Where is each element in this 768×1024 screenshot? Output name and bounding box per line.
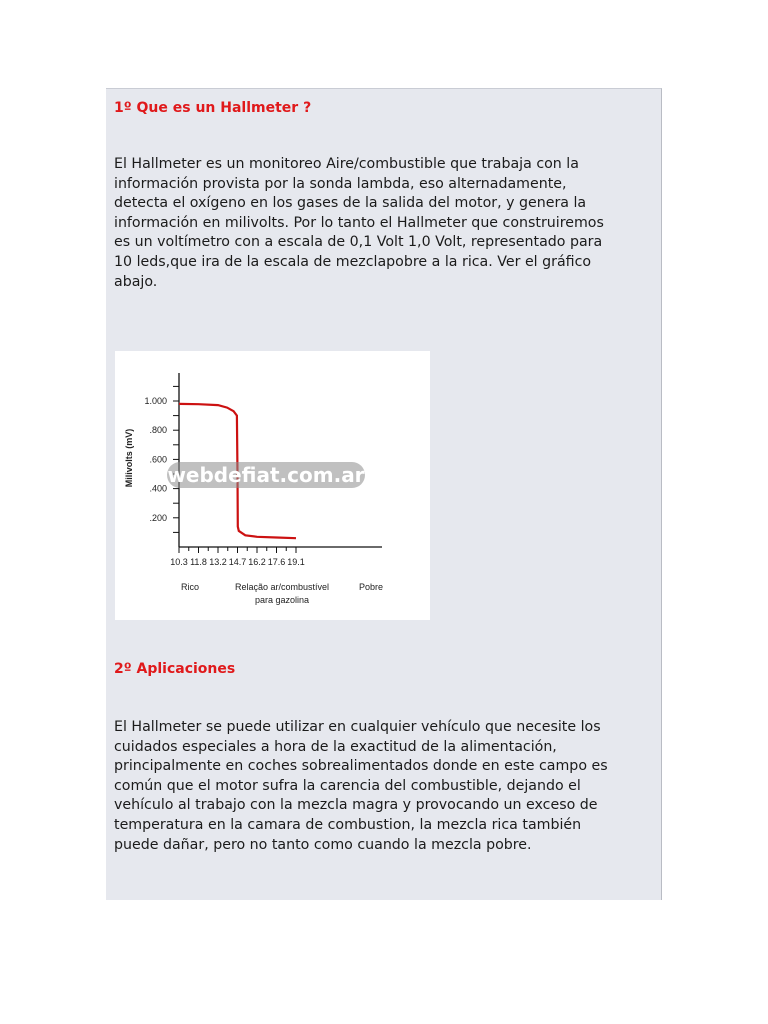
- x-axis-label-line2: para gazolina: [254, 595, 310, 605]
- x-tick-label: 19.1: [287, 557, 305, 567]
- y-tick-label: 1.000: [144, 396, 167, 406]
- watermark-text: webdefiat.com.ar: [167, 463, 365, 487]
- x-left-label: Rico: [180, 582, 200, 592]
- y-tick-label: .400: [149, 483, 167, 494]
- x-axis-label-line1: Relação ar/combustível: [234, 582, 330, 592]
- y-tick-label: .600: [149, 454, 167, 465]
- section2-heading: 2º Aplicaciones: [114, 661, 236, 677]
- watermark: [167, 462, 365, 488]
- y-axis-label: Milivolts (mV): [124, 428, 134, 488]
- y-tick-label: .200: [149, 512, 167, 523]
- section1-paragraph: [114, 155, 648, 292]
- paragraph-line: cuidados especiales a hora de la exactitud de la alimentación,: [114, 738, 557, 755]
- paragraph-line: común que el motor sufra la carencia del combustible, dejando el: [114, 777, 581, 794]
- lambda-chart: [115, 351, 430, 620]
- paragraph-line: abajo.: [114, 273, 158, 290]
- y-tick-label: .800: [149, 425, 167, 436]
- section1-heading: 1º Que es un Hallmeter ?: [114, 100, 312, 116]
- chart-svg: [115, 351, 430, 620]
- x-tick-label: 10.3: [170, 557, 188, 567]
- paragraph-line: es un voltímetro con a escala de 0,1 Volt 1,0 Volt, representado para: [114, 234, 603, 251]
- content-panel: [106, 88, 662, 900]
- paragraph-line: El Hallmeter se puede utilizar en cualquier vehículo que necesite los: [114, 719, 601, 735]
- paragraph-line: información en milivolts. Por lo tanto el Hallmeter que construiremos: [114, 214, 604, 231]
- paragraph-line: vehículo al trabajo con la mezcla magra y provocando un exceso de: [114, 797, 598, 814]
- paragraph-line: principalmente en coches sobrealimentados donde en este campo es: [114, 758, 608, 775]
- x-tick-label: 17.6: [267, 557, 286, 567]
- paragraph-line: temperatura en la camara de combustion, la mezcla rica también: [114, 816, 582, 833]
- paragraph-line: puede dañar, pero no tanto como cuando la mezcla pobre.: [114, 836, 532, 853]
- paragraph-line: información provista por la sonda lambda, eso alternadamente,: [114, 175, 567, 192]
- x-tick-label: 14.7: [228, 557, 247, 567]
- x-right-label: Pobre: [358, 582, 384, 592]
- paragraph-line: El Hallmeter es un monitoreo Aire/combustible que trabaja con la: [114, 156, 579, 172]
- y-ticks: [144, 386, 179, 532]
- paragraph-line: 10 leds,que ira de la escala de mezclapobre a la rica. Ver el gráfico: [114, 253, 592, 270]
- x-tick-label: 11.8: [190, 557, 207, 567]
- section2-paragraph: [114, 718, 648, 855]
- x-tick-label: 16.2: [248, 557, 266, 567]
- x-tick-label: 13.2: [209, 557, 227, 567]
- x-ticks: [170, 547, 305, 567]
- paragraph-line: detecta el oxígeno en los gases de la salida del motor, y genera la: [114, 195, 587, 212]
